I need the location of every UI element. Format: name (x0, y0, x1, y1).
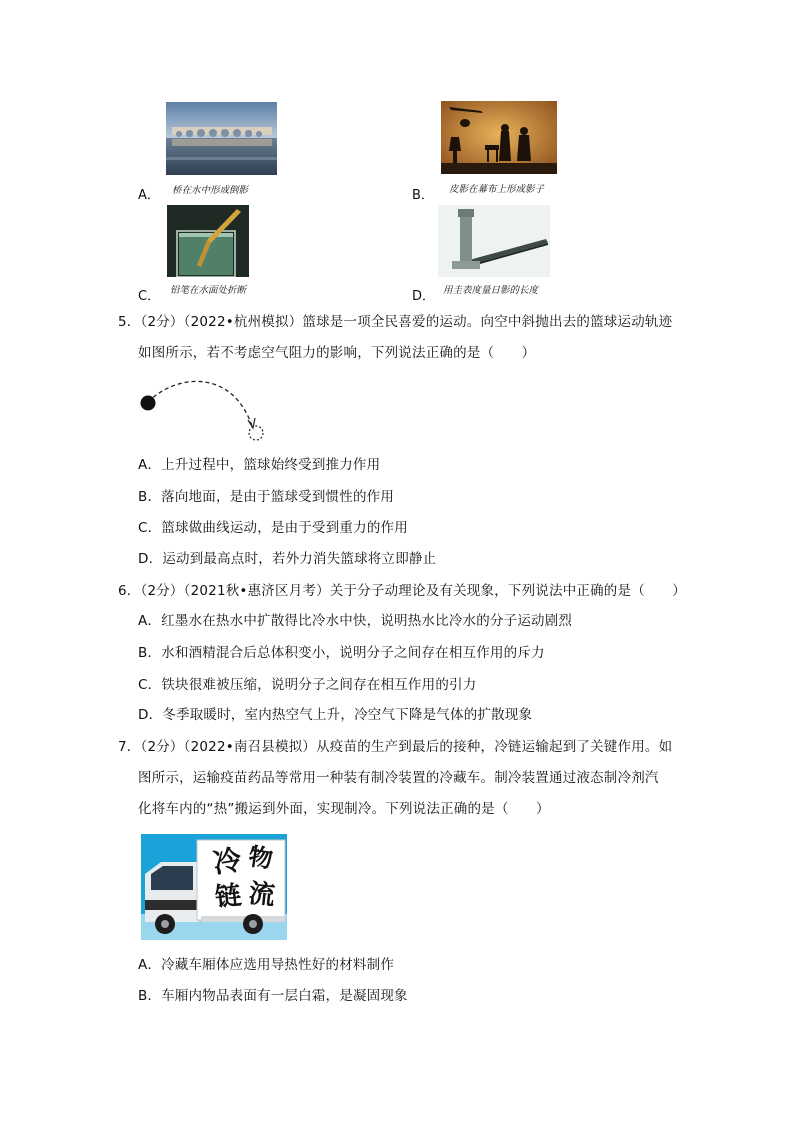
q5-stem-line1: 5．（2分）（2022•杭州模拟）篮球是一项全民喜爱的运动。向空中斜抛出去的篮球运动轨迹 (118, 314, 673, 330)
q7-stem-line2: 图所示，运输疫苗药品等常用一种装有制冷装置的冷藏车。制冷装置通过液态制冷剂汽 (138, 770, 659, 786)
pencil-in-water-image (167, 205, 249, 277)
q5-option-d[interactable]: D．运动到最高点时，若外力消失篮球将立即静止 (138, 551, 437, 567)
truck-text-2: 物 (246, 842, 275, 874)
q4-option-a-label: A． (138, 188, 160, 203)
q7-option-a[interactable]: A．冷藏车厢体应选用导热性好的材料制作 (138, 957, 395, 973)
q5-option-a[interactable]: A．上升过程中，篮球始终受到推力作用 (138, 457, 381, 473)
q6-option-d[interactable]: D．冬季取暖时，室内热空气上升，冷空气下降是气体的扩散现象 (138, 707, 533, 723)
q4-option-d-label: D． (412, 289, 436, 304)
truck-text-1: 冷 (210, 842, 244, 881)
bridge-reflection-image (166, 102, 277, 175)
truck-text-3: 链 (213, 880, 243, 914)
q6-option-b[interactable]: B．水和酒精混合后总体积变小，说明分子之间存在相互作用的斥力 (138, 645, 545, 661)
q6-option-a[interactable]: A．红墨水在热水中扩散得比冷水中快，说明热水比冷水的分子运动剧烈 (138, 613, 573, 629)
q7-option-b[interactable]: B．车厢内物品表面有一层白霜，是凝固现象 (138, 988, 408, 1004)
q5-option-b[interactable]: B．落向地面，是由于篮球受到惯性的作用 (138, 489, 395, 505)
gnomon-image (438, 205, 550, 277)
q5-stem-line2: 如图所示，若不考虑空气阻力的影响，下列说法正确的是（ ） (138, 345, 536, 361)
q4-option-c-caption: 铅笔在水面处折断 (170, 285, 247, 296)
q5-option-c[interactable]: C．篮球做曲线运动，是由于受到重力的作用 (138, 520, 408, 536)
q6-option-c[interactable]: C．铁块很难被压缩，说明分子之间存在相互作用的引力 (138, 677, 477, 693)
basketball-trajectory-diagram (136, 370, 270, 446)
q4-option-c-label: C． (138, 289, 161, 304)
refrigerated-truck-image (141, 834, 287, 940)
q4-option-b-caption: 皮影在幕布上形成影子 (449, 184, 545, 195)
q7-stem-line3: 化将车内的“热”搬运到外面，实现制冷。下列说法正确的是（ ） (138, 801, 550, 817)
truck-text-4: 流 (247, 878, 277, 912)
shadow-puppet-image (441, 101, 557, 174)
q6-stem: 6．（2分）（2021秋•惠济区月考）关于分子动理论及有关现象，下列说法中正确的是（ ） (118, 583, 686, 599)
q4-option-d-caption: 用圭表度量日影的长度 (443, 285, 539, 296)
q4-option-a-caption: 桥在水中形成倒影 (172, 185, 249, 196)
q7-stem-line1: 7．（2分）（2022•南召县模拟）从疫苗的生产到最后的接种，冷链运输起到了关键作用。如 (118, 739, 673, 755)
q4-option-b-label: B． (412, 188, 434, 203)
